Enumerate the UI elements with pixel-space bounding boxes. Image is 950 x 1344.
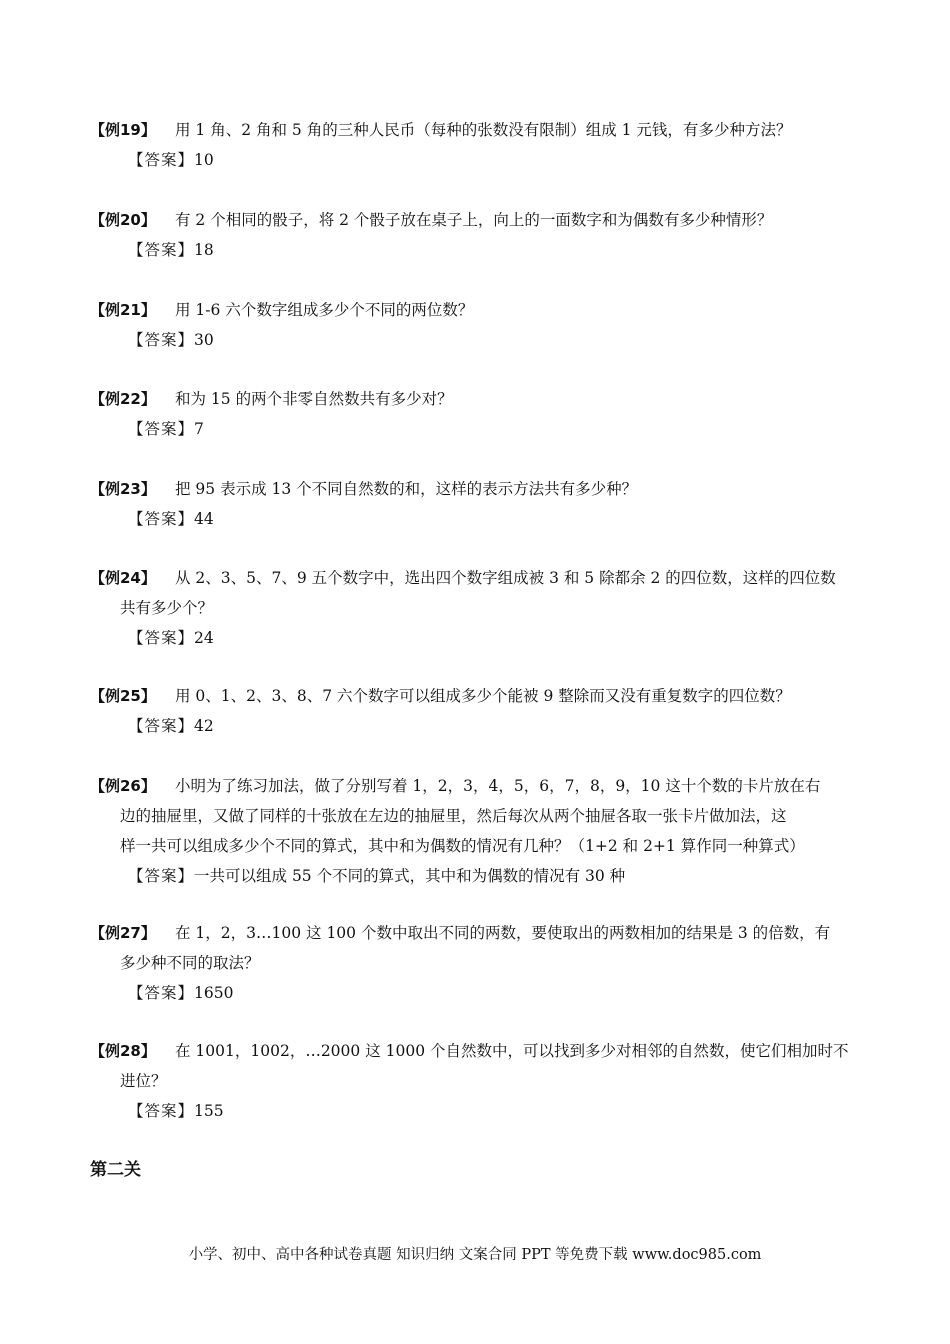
problem-text-line — [90, 831, 865, 861]
problem-label: 【例20】 — [90, 211, 156, 229]
problem-text-line — [90, 295, 865, 325]
answer-label: 【答案】 — [128, 510, 195, 528]
answer-value: 7 — [194, 420, 204, 438]
answer-line — [90, 414, 865, 444]
problem-text: 用 1 角、2 角和 5 角的三种人民币（每种的张数没有限制）组成 1 元钱，有多少种方法？ — [175, 121, 792, 139]
problem-block — [90, 295, 865, 355]
answer-value: 30 — [194, 331, 214, 349]
answer-value: 44 — [194, 510, 214, 528]
answer-line — [90, 978, 865, 1008]
answer-label: 【答案】 — [128, 984, 195, 1002]
problem-text-line — [90, 1066, 865, 1096]
answer-label: 【答案】 — [128, 241, 195, 259]
answer-value: 18 — [194, 241, 214, 259]
answer-line — [90, 235, 865, 265]
problem-text: 边的抽屉里，又做了同样的十张放在左边的抽屉里，然后每次从两个抽屉各取一张卡片做加法，这 — [120, 807, 787, 825]
answer-value: 10 — [194, 151, 214, 169]
answer-label: 【答案】 — [128, 331, 195, 349]
problem-block — [90, 1036, 865, 1126]
problem-text-line — [90, 1036, 865, 1066]
problem-block — [90, 563, 865, 653]
problem-text-line — [90, 681, 865, 711]
answer-label: 【答案】 — [128, 420, 195, 438]
problem-label: 【例22】 — [90, 390, 156, 408]
problem-text: 多少种不同的取法？ — [120, 954, 260, 972]
problem-text-line — [90, 801, 865, 831]
problem-label: 【例28】 — [90, 1042, 156, 1060]
answer-value: 24 — [194, 629, 214, 647]
problem-text: 在 1，2，3…100 这 100 个数中取出不同的两数，要使取出的两数相加的结果是 3 的倍数，有 — [175, 924, 831, 942]
problem-text-line — [90, 918, 865, 948]
answer-value: 1650 — [194, 984, 234, 1002]
problem-block — [90, 115, 865, 175]
problem-block — [90, 474, 865, 534]
answer-line — [90, 711, 865, 741]
answer-value: 42 — [194, 717, 214, 735]
problem-block — [90, 384, 865, 444]
problem-text-line — [90, 948, 865, 978]
problem-text: 在 1001，1002，…2000 这 1000 个自然数中，可以找到多少对相邻的自然数，使它们相加时不 — [175, 1042, 849, 1060]
answer-line — [90, 623, 865, 653]
answer-line — [90, 1096, 865, 1126]
problem-label: 【例19】 — [90, 121, 156, 139]
problem-text-line — [90, 593, 865, 623]
problem-label: 【例27】 — [90, 924, 156, 942]
problem-text: 共有多少个？ — [120, 599, 214, 617]
problem-label: 【例23】 — [90, 480, 156, 498]
answer-line — [90, 861, 865, 891]
answer-line — [90, 504, 865, 534]
problem-text: 和为 15 的两个非零自然数共有多少对？ — [175, 390, 453, 408]
problem-text-line — [90, 771, 865, 801]
answer-label: 【答案】 — [128, 151, 195, 169]
problem-block — [90, 681, 865, 741]
problem-text: 用 0、1、2、3、8、7 六个数字可以组成多少个能被 9 整除而又没有重复数字的四位数？ — [175, 687, 791, 705]
problem-label: 【例25】 — [90, 687, 156, 705]
answer-line — [90, 145, 865, 175]
problem-label: 【例21】 — [90, 301, 156, 319]
answer-value: 155 — [194, 1102, 224, 1120]
problem-block — [90, 205, 865, 265]
problem-text-line — [90, 115, 865, 145]
problem-text: 进位？ — [120, 1072, 167, 1090]
answer-label: 【答案】 — [128, 1102, 195, 1120]
problem-text-line — [90, 205, 865, 235]
problem-text-line — [90, 563, 865, 593]
problem-label: 【例24】 — [90, 569, 156, 587]
answer-label: 【答案】 — [128, 867, 195, 885]
problem-block — [90, 771, 865, 891]
problem-text: 把 95 表示成 13 个不同自然数的和，这样的表示方法共有多少种？ — [175, 480, 638, 498]
problem-text: 小明为了练习加法，做了分别写着 1，2，3，4，5，6，7，8，9，10 这十个数的卡片放在右 — [175, 777, 821, 795]
problem-text: 有 2 个相同的骰子，将 2 个骰子放在桌子上，向上的一面数字和为偶数有多少种情形？ — [175, 211, 773, 229]
answer-line — [90, 325, 865, 355]
answer-label: 【答案】 — [128, 629, 195, 647]
problem-text: 从 2、3、5、7、9 五个数字中，选出四个数字组成被 3 和 5 除都余 2 的四位数，这样的四位数 — [175, 569, 836, 587]
problem-text-line — [90, 384, 865, 414]
answer-value: 一共可以组成 55 个不同的算式，其中和为偶数的情况有 30 种 — [194, 867, 626, 885]
problem-block — [90, 918, 865, 1008]
problem-text: 样一共可以组成多少个不同的算式，其中和为偶数的情况有几种？（1+2 和 2+1 算作同一种算式） — [120, 837, 805, 855]
page-footer: 小学、初中、高中各种试卷真题 知识归纳 文案合同 PPT 等免费下载 www.doc985.com — [188, 1247, 762, 1263]
problem-label: 【例26】 — [90, 777, 156, 795]
problem-text: 用 1-6 六个数字组成多少个不同的两位数？ — [175, 301, 474, 319]
problem-text-line — [90, 474, 865, 504]
answer-label: 【答案】 — [128, 717, 195, 735]
section-title: 第二关 — [90, 1160, 141, 1180]
